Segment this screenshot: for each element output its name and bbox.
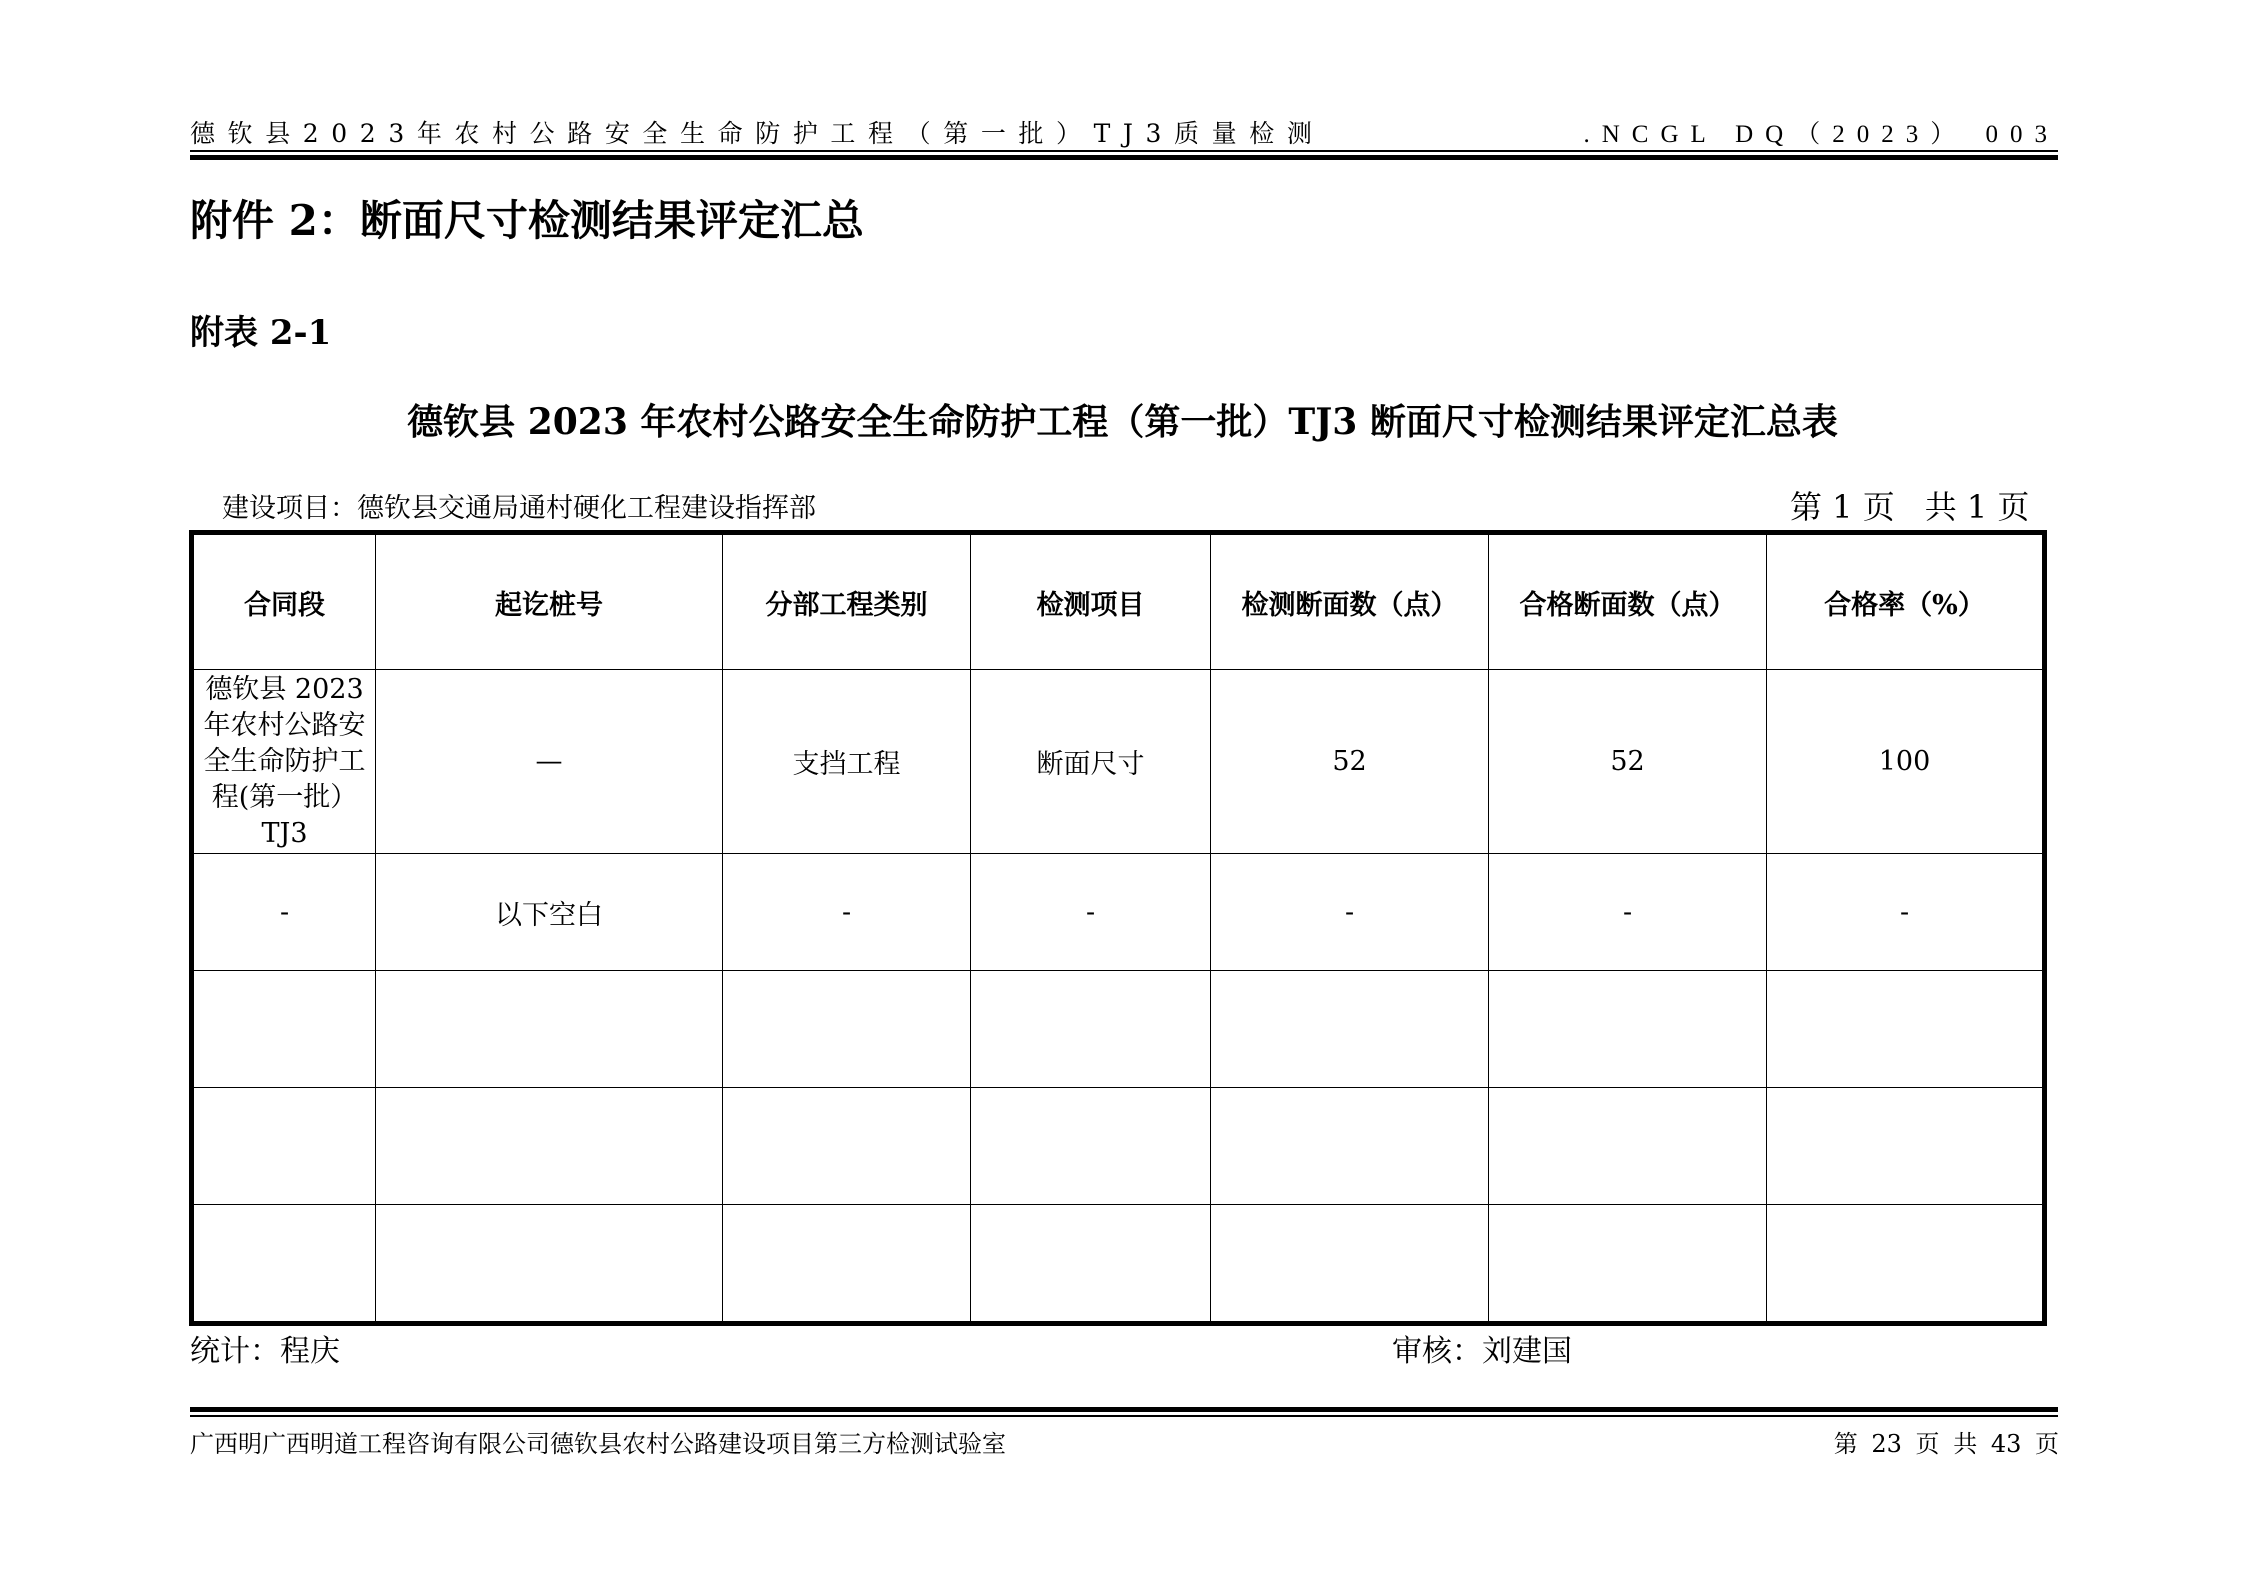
cell-qualified-sections: - bbox=[1489, 854, 1767, 971]
cell-contract-section: - bbox=[192, 854, 376, 971]
summary-table bbox=[189, 530, 2047, 1326]
cell-pass-rate: - bbox=[1767, 854, 2045, 971]
cell-empty bbox=[723, 1205, 971, 1324]
header-rule-thick bbox=[190, 155, 2058, 160]
col-header-tested-sections: 检测断面数（点） bbox=[1211, 533, 1489, 670]
running-footer-lab: 广西明广西明道工程咨询有限公司德钦县农村公路建设项目第三方检测试验室 bbox=[190, 1430, 1006, 1458]
cell-empty bbox=[1211, 1205, 1489, 1324]
col-header-station-range: 起讫桩号 bbox=[376, 533, 723, 670]
table-title: 德钦县 2023 年农村公路安全生命防护工程（第一批）TJ3 断面尺寸检测结果评定汇总表 bbox=[407, 401, 1838, 443]
running-header-code: .NCGL DQ（2023） 003 bbox=[1583, 121, 2059, 148]
table-page-total: 共 1 页 bbox=[1924, 488, 2030, 526]
cell-empty bbox=[192, 1088, 376, 1205]
cell-contract-section: 德钦县 2023 年农村公路安全生命防护工程(第一批）TJ3 bbox=[192, 670, 376, 854]
cell-test-item: - bbox=[971, 854, 1211, 971]
col-header-test-item: 检测项目 bbox=[971, 533, 1211, 670]
cell-empty bbox=[376, 1088, 723, 1205]
cell-tested-sections: - bbox=[1211, 854, 1489, 971]
running-header-title: 德钦县2023年农村公路安全生命防护工程（第一批）TJ3质量检测 bbox=[190, 119, 1325, 148]
cell-empty bbox=[971, 1205, 1211, 1324]
cell-empty bbox=[376, 1205, 723, 1324]
cell-pass-rate: 100 bbox=[1767, 670, 2045, 854]
cell-empty bbox=[971, 971, 1211, 1088]
cell-station-range: 以下空白 bbox=[376, 854, 723, 971]
table-header-row bbox=[192, 533, 2045, 670]
table-row-empty bbox=[192, 1088, 2045, 1205]
cell-empty bbox=[1211, 1088, 1489, 1205]
footer-rule-thick bbox=[190, 1407, 2058, 1412]
table-row bbox=[192, 854, 2045, 971]
table-page-current: 第 1 页 bbox=[1790, 488, 1895, 526]
cell-empty bbox=[723, 971, 971, 1088]
cell-empty bbox=[192, 971, 376, 1088]
cell-empty bbox=[723, 1088, 971, 1205]
cell-empty bbox=[376, 971, 723, 1088]
project-line bbox=[222, 486, 816, 525]
project-label: 建设项目： bbox=[222, 493, 357, 524]
cell-empty bbox=[971, 1088, 1211, 1205]
col-header-sub-project-type: 分部工程类别 bbox=[723, 533, 971, 670]
cell-qualified-sections: 52 bbox=[1489, 670, 1767, 854]
cell-sub-project-type: 支挡工程 bbox=[723, 670, 971, 854]
table-row bbox=[192, 670, 2045, 854]
cell-tested-sections: 52 bbox=[1211, 670, 1489, 854]
project-value: 德钦县交通局通村硬化工程建设指挥部 bbox=[357, 493, 816, 524]
cell-empty bbox=[1767, 1088, 2045, 1205]
col-header-contract-section: 合同段 bbox=[192, 533, 376, 670]
cell-empty bbox=[1211, 971, 1489, 1088]
cell-test-item: 断面尺寸 bbox=[971, 670, 1211, 854]
cell-station-range: — bbox=[376, 670, 723, 854]
cell-empty bbox=[1767, 1205, 2045, 1324]
cell-sub-project-type: - bbox=[723, 854, 971, 971]
running-footer-page-number: 第 23 页 共 43 页 bbox=[1833, 1430, 2059, 1458]
cell-empty bbox=[1767, 971, 2045, 1088]
statistician-signature: 统计：程庆 bbox=[190, 1334, 340, 1369]
footer-rule-thin bbox=[190, 1415, 2058, 1417]
reviewer-signature: 审核：刘建国 bbox=[1392, 1334, 1572, 1369]
table-row-empty bbox=[192, 971, 2045, 1088]
header-rule-thin bbox=[190, 150, 2058, 152]
table-row-empty bbox=[192, 1205, 2045, 1324]
cell-empty bbox=[192, 1205, 376, 1324]
cell-empty bbox=[1489, 1205, 1767, 1324]
col-header-pass-rate: 合格率（%） bbox=[1767, 533, 2045, 670]
cell-empty bbox=[1489, 971, 1767, 1088]
attachment-title: 附件 2：断面尺寸检测结果评定汇总 bbox=[190, 196, 864, 245]
col-header-qualified-sections: 合格断面数（点） bbox=[1489, 533, 1767, 670]
cell-empty bbox=[1489, 1088, 1767, 1205]
table-label: 附表 2-1 bbox=[190, 313, 332, 353]
table-page-indicator bbox=[1790, 482, 2029, 528]
